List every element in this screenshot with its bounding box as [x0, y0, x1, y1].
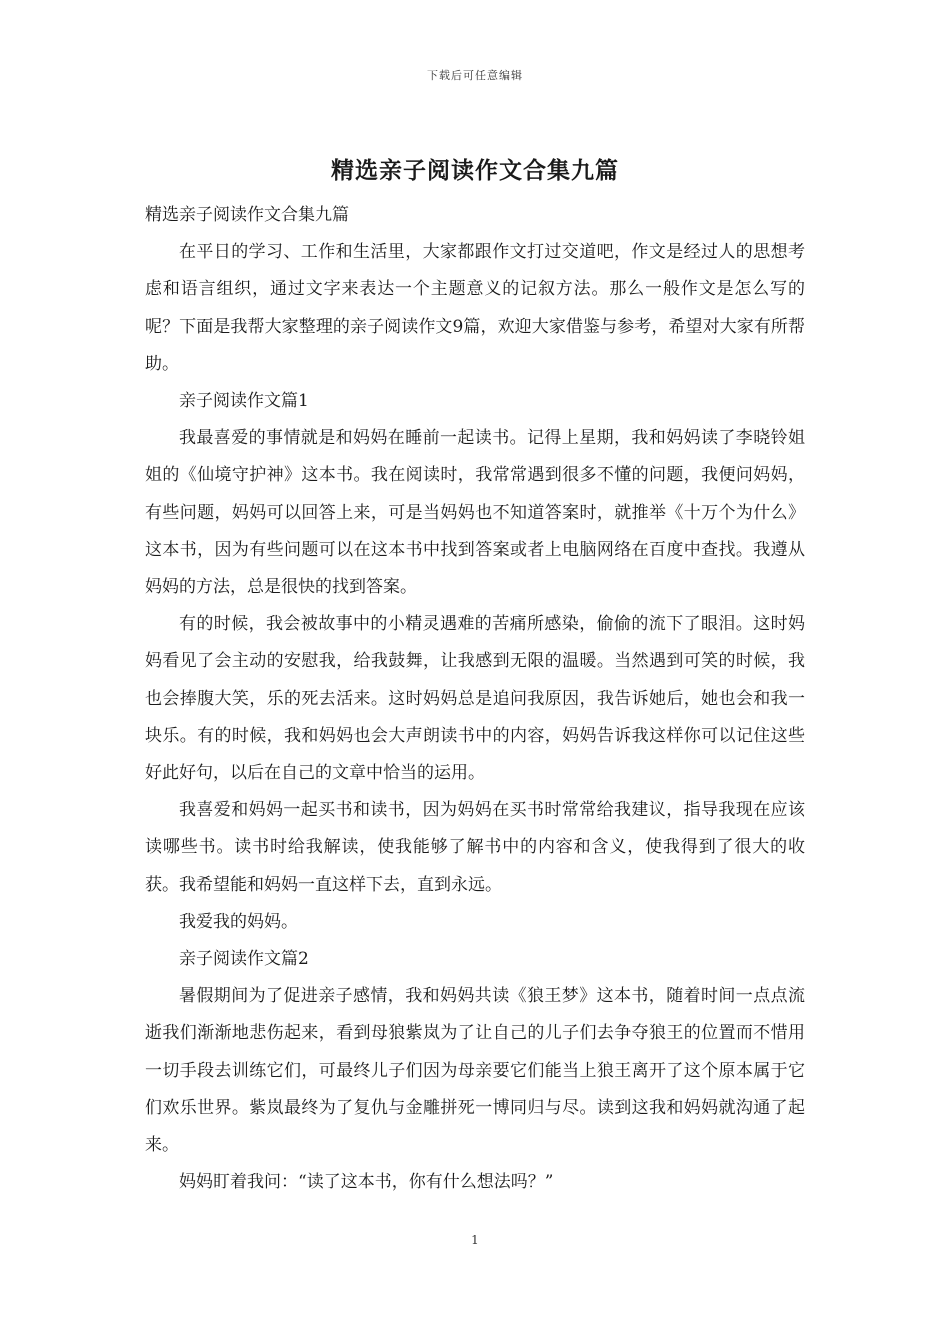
- paragraph: 有的时候，我会被故事中的小精灵遇难的苦痛所感染，偷偷的流下了眼泪。这时妈妈看见了会主动的安慰我，给我鼓舞，让我感到无限的温暖。当然遇到可笑的时候，我也会捧腹大笑，乐的死去活来。这时妈妈总是追问我原因，我告诉她后，她也会和我一块乐。有的时候，我和妈妈也会大声朗读书中的内容，妈妈告诉我这样你可以记住这些好此好句，以后在自己的文章中恰当的运用。: [145, 614, 805, 784]
- header-note: 下载后可任意编辑: [427, 69, 523, 82]
- paragraph-intro: 在平日的学习、工作和生活里，大家都跟作文打过交道吧，作文是经过人的思想考虑和语言组织，通过文字来表达一个主题意义的记叙方法。那么一般作文是怎么写的呢？下面是我帮大家整理的亲子阅读作文9篇，欢迎大家借鉴与参考，希望对大家有所帮助。: [145, 242, 805, 374]
- paragraph: 我爱我的妈妈。: [179, 911, 298, 932]
- document-body: [145, 197, 805, 1201]
- section-heading-2: 亲子阅读作文篇2: [179, 949, 309, 970]
- section-heading-1: 亲子阅读作文篇1: [179, 391, 309, 412]
- paragraph: 妈妈盯着我问：“读了这本书，你有什么想法吗？”: [179, 1172, 554, 1193]
- document-title: 精选亲子阅读作文合集九篇: [331, 157, 619, 184]
- page-number: 1: [471, 1233, 479, 1247]
- document-subtitle: 精选亲子阅读作文合集九篇: [145, 205, 349, 225]
- paragraph: 我最喜爱的事情就是和妈妈在睡前一起读书。记得上星期，我和妈妈读了李晓铃姐姐的《仙境守护神》这本书。我在阅读时，我常常遇到很多不懂的问题，我便问妈妈，有些问题，妈妈可以回答上来，可是当妈妈也不知道答案时，就推举《十万个为什么》这本书，因为有些问题可以在这本书中找到答案或者上电脑网络在百度中查找。我遵从妈妈的方法，总是很快的找到答案。: [145, 428, 805, 598]
- paragraph: 我喜爱和妈妈一起买书和读书，因为妈妈在买书时常常给我建议，指导我现在应该读哪些书。读书时给我解读，使我能够了解书中的内容和含义，使我得到了很大的收获。我希望能和妈妈一直这样下去，直到永远。: [145, 800, 805, 895]
- paragraph: 暑假期间为了促进亲子感情，我和妈妈共读《狼王梦》这本书，随着时间一点点流逝我们渐渐地悲伤起来，看到母狼紫岚为了让自己的儿子们去争夺狼王的位置而不惜用一切手段去训练它们，可最终儿子们因为母亲要它们能当上狼王离开了这个原本属于它们欢乐世界。紫岚最终为了复仇与金雕拼死一博同归与尽。读到这我和妈妈就沟通了起来。: [145, 986, 805, 1156]
